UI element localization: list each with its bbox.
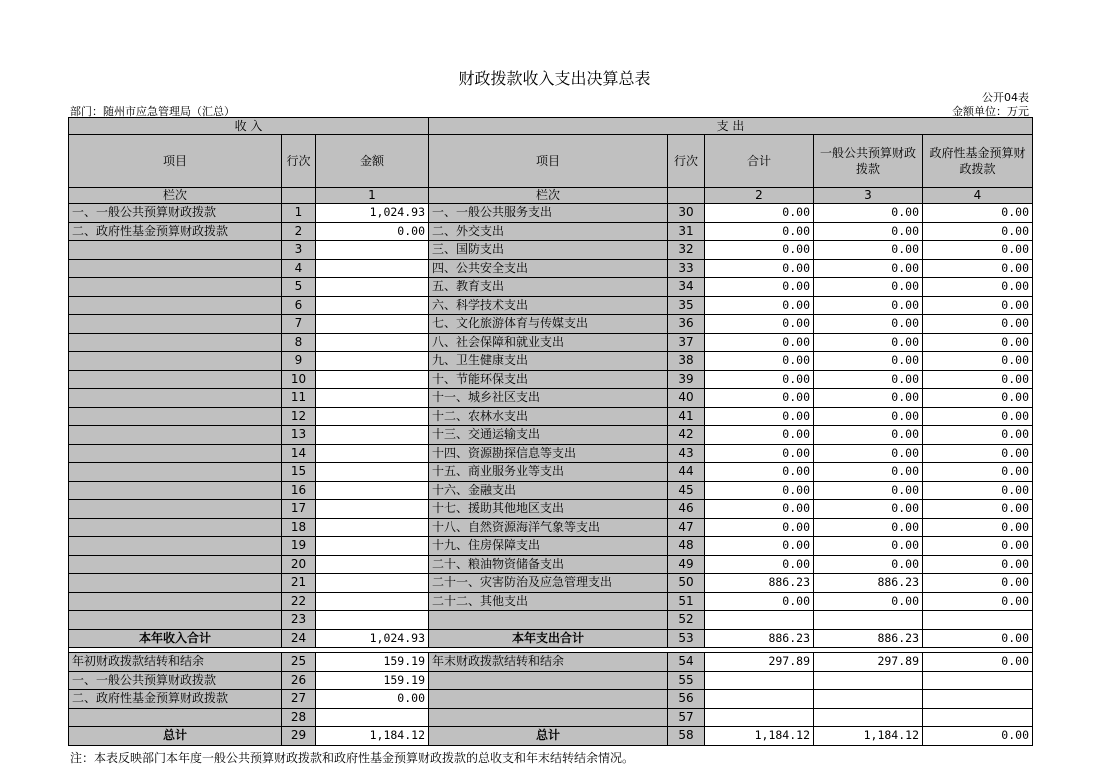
table-row bbox=[69, 500, 1033, 519]
general-budget-cell: 0.00 bbox=[814, 481, 923, 500]
income-amount-cell: 1,024.93 bbox=[316, 204, 429, 223]
income-item-cell bbox=[69, 444, 282, 463]
gov-fund-cell: 0.00 bbox=[923, 389, 1033, 408]
gov-fund-cell bbox=[923, 611, 1033, 630]
table-row bbox=[69, 574, 1033, 593]
income-amount-cell bbox=[316, 611, 429, 630]
income-item-cell: 总计 bbox=[69, 727, 282, 746]
income-amount-cell bbox=[316, 296, 429, 315]
expense-row-no-cell: 46 bbox=[668, 500, 705, 519]
carry-row bbox=[69, 690, 1033, 709]
table-row bbox=[69, 426, 1033, 445]
income-row-no-cell: 15 bbox=[282, 463, 316, 482]
income-amount-cell bbox=[316, 518, 429, 537]
table-row bbox=[69, 592, 1033, 611]
expense-item-cell bbox=[429, 611, 668, 630]
income-item-cell bbox=[69, 708, 282, 727]
income-row-no-cell: 4 bbox=[282, 259, 316, 278]
col3-label: 3 bbox=[814, 188, 923, 204]
general-budget-cell: 0.00 bbox=[814, 463, 923, 482]
expense-row-no-blank bbox=[668, 188, 705, 204]
carry-row bbox=[69, 708, 1033, 727]
income-row-no-cell: 25 bbox=[282, 653, 316, 672]
income-amount-cell: 1,184.12 bbox=[316, 727, 429, 746]
income-row-no-cell: 20 bbox=[282, 555, 316, 574]
header-row-column-numbers bbox=[69, 188, 1033, 204]
gov-fund-cell: 0.00 bbox=[923, 592, 1033, 611]
gov-fund-cell: 0.00 bbox=[923, 653, 1033, 672]
expense-total-cell: 0.00 bbox=[705, 315, 814, 334]
expense-total-cell: 886.23 bbox=[705, 629, 814, 648]
expense-total-cell: 0.00 bbox=[705, 444, 814, 463]
income-amount-cell bbox=[316, 259, 429, 278]
table-row bbox=[69, 518, 1033, 537]
expense-item-cell: 十七、援助其他地区支出 bbox=[429, 500, 668, 519]
expense-row-no-cell: 45 bbox=[668, 481, 705, 500]
income-row-no-cell: 13 bbox=[282, 426, 316, 445]
income-amount-cell bbox=[316, 537, 429, 556]
department-label: 部门：随州市应急管理局（汇总） bbox=[70, 105, 235, 118]
table-row bbox=[69, 407, 1033, 426]
table-row bbox=[69, 296, 1033, 315]
total-header: 合计 bbox=[705, 135, 814, 188]
header-row-section bbox=[69, 118, 1033, 135]
income-amount-cell bbox=[316, 241, 429, 260]
general-budget-cell: 0.00 bbox=[814, 278, 923, 297]
general-budget-cell: 0.00 bbox=[814, 537, 923, 556]
income-row-no-cell: 10 bbox=[282, 370, 316, 389]
income-row-no-cell: 5 bbox=[282, 278, 316, 297]
expense-item-cell: 本年支出合计 bbox=[429, 629, 668, 648]
general-budget-cell: 0.00 bbox=[814, 500, 923, 519]
table-row bbox=[69, 444, 1033, 463]
income-amount-cell: 0.00 bbox=[316, 222, 429, 241]
expense-item-cell: 四、公共安全支出 bbox=[429, 259, 668, 278]
expense-item-cell bbox=[429, 708, 668, 727]
expense-item-cell: 十一、城乡社区支出 bbox=[429, 389, 668, 408]
expense-total-cell bbox=[705, 671, 814, 690]
gov-fund-cell bbox=[923, 690, 1033, 709]
general-budget-cell: 0.00 bbox=[814, 407, 923, 426]
general-budget-cell: 0.00 bbox=[814, 222, 923, 241]
income-item-cell bbox=[69, 463, 282, 482]
income-item-cell: 一、一般公共预算财政拨款 bbox=[69, 671, 282, 690]
income-amount-cell: 159.19 bbox=[316, 653, 429, 672]
expense-row-no-cell: 33 bbox=[668, 259, 705, 278]
gov-fund-cell: 0.00 bbox=[923, 204, 1033, 223]
income-row-no-header: 行次 bbox=[282, 135, 316, 188]
gov-fund-cell: 0.00 bbox=[923, 352, 1033, 371]
gov-fund-cell: 0.00 bbox=[923, 370, 1033, 389]
income-amount-cell bbox=[316, 426, 429, 445]
general-budget-header: 一般公共预算财政拨款 bbox=[814, 135, 923, 188]
report-title: 财政拨款收入支出决算总表 bbox=[458, 69, 651, 88]
income-row-no-cell: 9 bbox=[282, 352, 316, 371]
income-item-cell bbox=[69, 259, 282, 278]
income-item-cell bbox=[69, 389, 282, 408]
table-row bbox=[69, 352, 1033, 371]
table-row bbox=[69, 370, 1033, 389]
expense-total-cell: 0.00 bbox=[705, 555, 814, 574]
expense-total-cell: 886.23 bbox=[705, 574, 814, 593]
expense-total-cell: 0.00 bbox=[705, 204, 814, 223]
income-amount-cell bbox=[316, 481, 429, 500]
gov-fund-cell bbox=[923, 708, 1033, 727]
income-amount-cell bbox=[316, 463, 429, 482]
gov-fund-cell: 0.00 bbox=[923, 537, 1033, 556]
general-budget-cell bbox=[814, 708, 923, 727]
income-item-cell bbox=[69, 555, 282, 574]
expense-row-no-cell: 40 bbox=[668, 389, 705, 408]
expense-row-no-cell: 56 bbox=[668, 690, 705, 709]
expense-row-no-cell: 30 bbox=[668, 204, 705, 223]
expense-row-no-cell: 37 bbox=[668, 333, 705, 352]
carry-row bbox=[69, 653, 1033, 672]
general-budget-cell: 0.00 bbox=[814, 352, 923, 371]
income-item-cell: 本年收入合计 bbox=[69, 629, 282, 648]
expense-item-cell: 六、科学技术支出 bbox=[429, 296, 668, 315]
gov-fund-cell: 0.00 bbox=[923, 259, 1033, 278]
income-row-no-cell: 16 bbox=[282, 481, 316, 500]
expense-row-no-cell: 36 bbox=[668, 315, 705, 334]
income-row-no-cell: 21 bbox=[282, 574, 316, 593]
income-item-cell bbox=[69, 278, 282, 297]
gov-fund-cell: 0.00 bbox=[923, 315, 1033, 334]
income-item-cell bbox=[69, 481, 282, 500]
settlement-table bbox=[68, 117, 1033, 746]
table-row bbox=[69, 481, 1033, 500]
income-item-cell bbox=[69, 500, 282, 519]
form-number: 公开04表 bbox=[982, 91, 1029, 104]
income-row-no-cell: 29 bbox=[282, 727, 316, 746]
income-item-cell bbox=[69, 370, 282, 389]
general-budget-cell: 0.00 bbox=[814, 389, 923, 408]
income-amount-cell bbox=[316, 278, 429, 297]
expense-row-no-cell: 44 bbox=[668, 463, 705, 482]
expense-item-cell: 九、卫生健康支出 bbox=[429, 352, 668, 371]
expense-total-cell bbox=[705, 708, 814, 727]
expense-row-no-cell: 51 bbox=[668, 592, 705, 611]
income-amount-cell bbox=[316, 315, 429, 334]
income-amount-cell bbox=[316, 500, 429, 519]
table-row bbox=[69, 222, 1033, 241]
expense-row-no-header: 行次 bbox=[668, 135, 705, 188]
expense-item-cell: 一、一般公共服务支出 bbox=[429, 204, 668, 223]
income-column-label: 栏次 bbox=[69, 188, 282, 204]
expense-item-cell: 十二、农林水支出 bbox=[429, 407, 668, 426]
table-row bbox=[69, 389, 1033, 408]
income-row-no-cell: 7 bbox=[282, 315, 316, 334]
expense-row-no-cell: 58 bbox=[668, 727, 705, 746]
expense-item-cell bbox=[429, 690, 668, 709]
table-row bbox=[69, 259, 1033, 278]
header-row-columns bbox=[69, 135, 1033, 188]
general-budget-cell bbox=[814, 671, 923, 690]
expense-total-cell bbox=[705, 611, 814, 630]
expense-column-label: 栏次 bbox=[429, 188, 668, 204]
table-row bbox=[69, 241, 1033, 260]
expense-total-cell: 0.00 bbox=[705, 518, 814, 537]
income-row-no-cell: 17 bbox=[282, 500, 316, 519]
gov-fund-cell bbox=[923, 671, 1033, 690]
income-item-cell: 二、政府性基金预算财政拨款 bbox=[69, 690, 282, 709]
expense-total-cell: 0.00 bbox=[705, 352, 814, 371]
income-section-header: 收 入 bbox=[69, 118, 429, 135]
general-budget-cell bbox=[814, 611, 923, 630]
expense-row-no-cell: 31 bbox=[668, 222, 705, 241]
table-row bbox=[69, 278, 1033, 297]
expense-total-cell: 0.00 bbox=[705, 463, 814, 482]
income-row-no-cell: 18 bbox=[282, 518, 316, 537]
expense-row-no-cell: 55 bbox=[668, 671, 705, 690]
income-amount-cell bbox=[316, 574, 429, 593]
income-amount-header: 金额 bbox=[316, 135, 429, 188]
expense-item-cell: 二、外交支出 bbox=[429, 222, 668, 241]
general-budget-cell: 0.00 bbox=[814, 259, 923, 278]
general-budget-cell bbox=[814, 690, 923, 709]
expense-item-cell: 七、文化旅游体育与传媒支出 bbox=[429, 315, 668, 334]
expense-total-cell: 0.00 bbox=[705, 370, 814, 389]
table-row bbox=[69, 463, 1033, 482]
expense-item-cell: 二十、粮油物资储备支出 bbox=[429, 555, 668, 574]
general-budget-cell: 0.00 bbox=[814, 592, 923, 611]
expense-total-cell: 0.00 bbox=[705, 278, 814, 297]
income-row-no-cell: 14 bbox=[282, 444, 316, 463]
expense-total-cell bbox=[705, 690, 814, 709]
expense-item-cell: 五、教育支出 bbox=[429, 278, 668, 297]
expense-row-no-cell: 48 bbox=[668, 537, 705, 556]
col2-label: 2 bbox=[705, 188, 814, 204]
gov-fund-cell: 0.00 bbox=[923, 481, 1033, 500]
gov-fund-cell: 0.00 bbox=[923, 555, 1033, 574]
income-item-cell bbox=[69, 574, 282, 593]
expense-item-cell: 十五、商业服务业等支出 bbox=[429, 463, 668, 482]
income-item-cell: 二、政府性基金预算财政拨款 bbox=[69, 222, 282, 241]
expense-row-no-cell: 53 bbox=[668, 629, 705, 648]
general-budget-cell: 1,184.12 bbox=[814, 727, 923, 746]
expense-row-no-cell: 39 bbox=[668, 370, 705, 389]
income-amount-cell bbox=[316, 592, 429, 611]
table-row bbox=[69, 315, 1033, 334]
expense-row-no-cell: 32 bbox=[668, 241, 705, 260]
gov-fund-cell: 0.00 bbox=[923, 407, 1033, 426]
general-budget-cell: 297.89 bbox=[814, 653, 923, 672]
expense-total-cell: 297.89 bbox=[705, 653, 814, 672]
gov-fund-cell: 0.00 bbox=[923, 278, 1033, 297]
gov-fund-cell: 0.00 bbox=[923, 629, 1033, 648]
settlement-table-wrapper bbox=[68, 117, 1033, 746]
income-item-cell bbox=[69, 333, 282, 352]
income-item-cell: 年初财政拨款结转和结余 bbox=[69, 653, 282, 672]
expense-total-cell: 1,184.12 bbox=[705, 727, 814, 746]
income-row-no-cell: 22 bbox=[282, 592, 316, 611]
income-item-cell bbox=[69, 407, 282, 426]
expense-total-cell: 0.00 bbox=[705, 259, 814, 278]
expense-row-no-cell: 49 bbox=[668, 555, 705, 574]
income-row-no-cell: 6 bbox=[282, 296, 316, 315]
table-row bbox=[69, 555, 1033, 574]
income-amount-cell bbox=[316, 352, 429, 371]
expense-item-cell: 三、国防支出 bbox=[429, 241, 668, 260]
expense-item-cell: 十三、交通运输支出 bbox=[429, 426, 668, 445]
expense-item-cell: 二十一、灾害防治及应急管理支出 bbox=[429, 574, 668, 593]
income-row-no-cell: 26 bbox=[282, 671, 316, 690]
expense-total-cell: 0.00 bbox=[705, 592, 814, 611]
income-row-no-cell: 27 bbox=[282, 690, 316, 709]
expense-row-no-cell: 50 bbox=[668, 574, 705, 593]
income-item-header: 项目 bbox=[69, 135, 282, 188]
income-amount-cell: 159.19 bbox=[316, 671, 429, 690]
gov-fund-cell: 0.00 bbox=[923, 574, 1033, 593]
income-item-cell bbox=[69, 352, 282, 371]
expense-item-cell: 总计 bbox=[429, 727, 668, 746]
income-item-cell bbox=[69, 296, 282, 315]
gov-fund-cell: 0.00 bbox=[923, 426, 1033, 445]
expense-total-cell: 0.00 bbox=[705, 222, 814, 241]
income-amount-cell bbox=[316, 444, 429, 463]
income-item-cell bbox=[69, 315, 282, 334]
expense-row-no-cell: 34 bbox=[668, 278, 705, 297]
income-amount-cell: 0.00 bbox=[316, 690, 429, 709]
footnote: 注：本表反映部门本年度一般公共预算财政拨款和政府性基金预算财政拨款的总收支和年末结转结余情况。 bbox=[70, 751, 635, 765]
gov-fund-cell: 0.00 bbox=[923, 518, 1033, 537]
general-budget-cell: 0.00 bbox=[814, 241, 923, 260]
general-budget-cell: 0.00 bbox=[814, 296, 923, 315]
expense-item-cell: 年末财政拨款结转和结余 bbox=[429, 653, 668, 672]
gov-fund-cell: 0.00 bbox=[923, 296, 1033, 315]
income-row-no-cell: 12 bbox=[282, 407, 316, 426]
income-amount-cell bbox=[316, 389, 429, 408]
general-budget-cell: 886.23 bbox=[814, 574, 923, 593]
expense-row-no-cell: 57 bbox=[668, 708, 705, 727]
table-row bbox=[69, 537, 1033, 556]
gov-fund-cell: 0.00 bbox=[923, 241, 1033, 260]
income-item-cell bbox=[69, 241, 282, 260]
income-amount-cell bbox=[316, 370, 429, 389]
income-row-no-cell: 28 bbox=[282, 708, 316, 727]
income-row-no-cell: 1 bbox=[282, 204, 316, 223]
table-row bbox=[69, 611, 1033, 630]
gov-fund-cell: 0.00 bbox=[923, 222, 1033, 241]
income-row-no-cell: 24 bbox=[282, 629, 316, 648]
income-item-cell bbox=[69, 426, 282, 445]
year-total-row bbox=[69, 629, 1033, 648]
expense-total-cell: 0.00 bbox=[705, 296, 814, 315]
expense-item-header: 项目 bbox=[429, 135, 668, 188]
income-item-cell bbox=[69, 611, 282, 630]
table-row bbox=[69, 333, 1033, 352]
income-amount-cell bbox=[316, 555, 429, 574]
gov-fund-cell: 0.00 bbox=[923, 333, 1033, 352]
general-budget-cell: 0.00 bbox=[814, 370, 923, 389]
expense-total-cell: 0.00 bbox=[705, 407, 814, 426]
expense-row-no-cell: 43 bbox=[668, 444, 705, 463]
income-item-cell bbox=[69, 592, 282, 611]
carry-row bbox=[69, 671, 1033, 690]
expense-row-no-cell: 54 bbox=[668, 653, 705, 672]
expense-row-no-cell: 52 bbox=[668, 611, 705, 630]
expense-section-header: 支 出 bbox=[429, 118, 1033, 135]
general-budget-cell: 0.00 bbox=[814, 204, 923, 223]
col1-label: 1 bbox=[316, 188, 429, 204]
expense-total-cell: 0.00 bbox=[705, 333, 814, 352]
expense-item-cell bbox=[429, 671, 668, 690]
income-amount-cell bbox=[316, 333, 429, 352]
table-row bbox=[69, 204, 1033, 223]
expense-item-cell: 十九、住房保障支出 bbox=[429, 537, 668, 556]
income-row-no-cell: 23 bbox=[282, 611, 316, 630]
gov-fund-cell: 0.00 bbox=[923, 444, 1033, 463]
expense-item-cell: 十、节能环保支出 bbox=[429, 370, 668, 389]
general-budget-cell: 0.00 bbox=[814, 518, 923, 537]
expense-total-cell: 0.00 bbox=[705, 241, 814, 260]
general-budget-cell: 0.00 bbox=[814, 333, 923, 352]
expense-row-no-cell: 47 bbox=[668, 518, 705, 537]
income-row-no-cell: 11 bbox=[282, 389, 316, 408]
general-budget-cell: 0.00 bbox=[814, 555, 923, 574]
income-item-cell bbox=[69, 518, 282, 537]
expense-total-cell: 0.00 bbox=[705, 500, 814, 519]
income-amount-cell: 1,024.93 bbox=[316, 629, 429, 648]
income-item-cell: 一、一般公共预算财政拨款 bbox=[69, 204, 282, 223]
expense-item-cell: 十八、自然资源海洋气象等支出 bbox=[429, 518, 668, 537]
general-budget-cell: 0.00 bbox=[814, 444, 923, 463]
expense-total-cell: 0.00 bbox=[705, 537, 814, 556]
income-item-cell bbox=[69, 537, 282, 556]
income-row-no-blank bbox=[282, 188, 316, 204]
amount-unit-label: 金额单位：万元 bbox=[952, 105, 1029, 118]
income-row-no-cell: 8 bbox=[282, 333, 316, 352]
expense-item-cell: 二十二、其他支出 bbox=[429, 592, 668, 611]
income-amount-cell bbox=[316, 407, 429, 426]
col4-label: 4 bbox=[923, 188, 1033, 204]
gov-fund-cell: 0.00 bbox=[923, 727, 1033, 746]
general-budget-cell: 0.00 bbox=[814, 315, 923, 334]
expense-item-cell: 十六、金融支出 bbox=[429, 481, 668, 500]
gov-fund-cell: 0.00 bbox=[923, 463, 1033, 482]
income-row-no-cell: 3 bbox=[282, 241, 316, 260]
expense-item-cell: 十四、资源勘探信息等支出 bbox=[429, 444, 668, 463]
general-budget-cell: 0.00 bbox=[814, 426, 923, 445]
income-row-no-cell: 2 bbox=[282, 222, 316, 241]
income-row-no-cell: 19 bbox=[282, 537, 316, 556]
expense-total-cell: 0.00 bbox=[705, 481, 814, 500]
gov-fund-header: 政府性基金预算财政拨款 bbox=[923, 135, 1033, 188]
expense-item-cell: 八、社会保障和就业支出 bbox=[429, 333, 668, 352]
expense-row-no-cell: 42 bbox=[668, 426, 705, 445]
general-budget-cell: 886.23 bbox=[814, 629, 923, 648]
grand-total-row bbox=[69, 727, 1033, 746]
gov-fund-cell: 0.00 bbox=[923, 500, 1033, 519]
expense-row-no-cell: 38 bbox=[668, 352, 705, 371]
expense-total-cell: 0.00 bbox=[705, 389, 814, 408]
income-amount-cell bbox=[316, 708, 429, 727]
expense-row-no-cell: 41 bbox=[668, 407, 705, 426]
expense-row-no-cell: 35 bbox=[668, 296, 705, 315]
expense-total-cell: 0.00 bbox=[705, 426, 814, 445]
